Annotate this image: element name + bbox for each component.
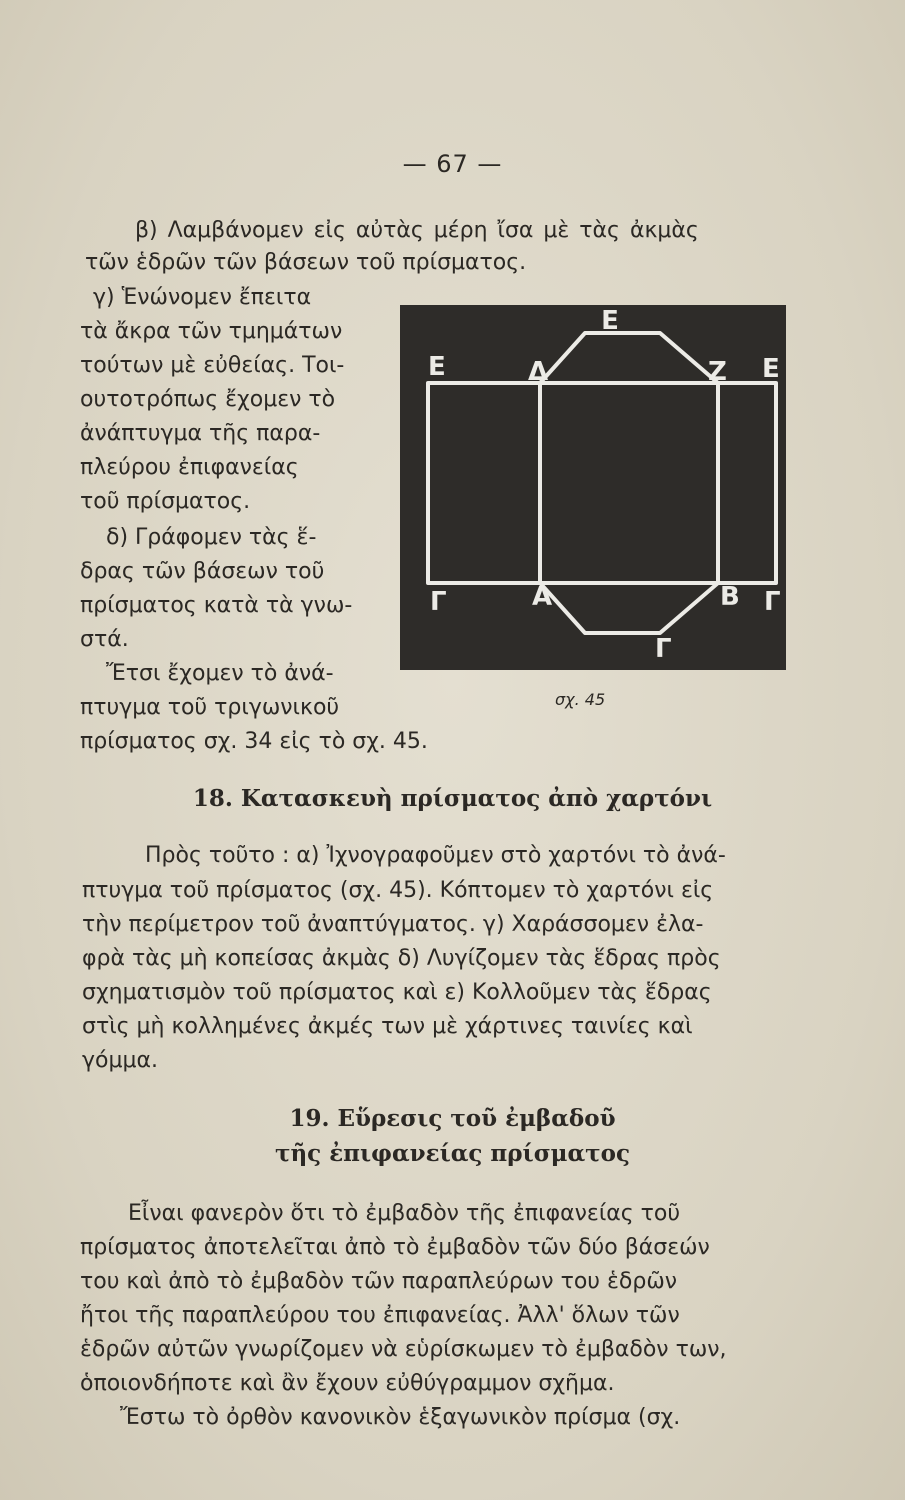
label-right-g: Γ bbox=[764, 587, 781, 617]
text-line: στά. bbox=[80, 627, 129, 652]
page-number: — 67 — bbox=[402, 150, 503, 178]
label-left-e: Ε bbox=[428, 352, 446, 382]
label-right-e: Ε bbox=[762, 354, 780, 384]
text-line: σχηματισμὸν τοῦ πρίσματος καὶ ε) Κολλοῦμεν τὰς ἕδρας bbox=[82, 980, 712, 1005]
text-line: β) Λαμβάνομεν εἰς αὐτὰς μέρη ἴσα μὲ τὰς ἀκμὰς bbox=[135, 218, 699, 243]
text-line: ἤτοι τῆς παραπλεύρου του ἐπιφανείας. Ἀλλ' ὅλων τῶν bbox=[80, 1303, 680, 1328]
text-line: γόμμα. bbox=[82, 1048, 158, 1073]
section-19-subtitle: τῆς ἐπιφανείας πρίσματος bbox=[274, 1140, 631, 1167]
label-bottom-a: Α bbox=[532, 582, 553, 612]
text-line: ουτοτρόπως ἔχομεν τὸ bbox=[80, 387, 336, 412]
text-line: ἑδρῶν αὐτῶν γνωρίζομεν νὰ εὑρίσκωμεν τὸ ἐμβαδὸν των, bbox=[80, 1337, 727, 1362]
text-line: τὴν περίμετρον τοῦ ἀναπτύγματος. γ) Χαράσσομεν ἐλα- bbox=[82, 912, 704, 937]
section-18-title: 18. Κατασκευὴ πρίσματος ἀπὸ χαρτόνι bbox=[192, 785, 713, 812]
text-line: πρίσματος σχ. 34 εἰς τὸ σχ. 45. bbox=[80, 729, 428, 754]
text-line: ὁποιονδήποτε καὶ ἂν ἔχουν εὐθύγραμμον σχῆμα. bbox=[80, 1371, 615, 1396]
text-line: τὰ ἄκρα τῶν τμημάτων bbox=[80, 319, 343, 344]
net-outline bbox=[428, 383, 776, 583]
text-line: Εἶναι φανερὸν ὅτι τὸ ἐμβαδὸν τῆς ἐπιφανείας τοῦ bbox=[128, 1201, 681, 1226]
text-line: τούτων μὲ εὐθείας. Τοι- bbox=[80, 353, 345, 378]
text-line: τοῦ πρίσματος. bbox=[80, 489, 251, 514]
text-line: πλεύρου ἐπιφανείας bbox=[80, 455, 299, 480]
text-line: δρας τῶν βάσεων τοῦ bbox=[80, 559, 325, 584]
text-line: Ἔστω τὸ ὀρθὸν κανονικὸν ἑξαγωνικὸν πρίσμα (σχ. bbox=[120, 1405, 681, 1430]
text-line: πρίσματος ἀποτελεῖται ἀπὸ τὸ ἐμβαδὸν τῶν δύο βάσεών bbox=[80, 1235, 710, 1260]
text-line: Ἔτσι ἔχομεν τὸ ἀνά- bbox=[106, 661, 334, 686]
text-line: πτυγμα τοῦ τριγωνικοῦ bbox=[80, 695, 340, 720]
prism-net-figure bbox=[400, 305, 786, 670]
label-top-delta: Δ bbox=[528, 357, 549, 387]
bottom-base-face bbox=[540, 583, 718, 633]
label-left-g: Γ bbox=[430, 587, 447, 617]
text-line: δ) Γράφομεν τὰς ἕ- bbox=[106, 525, 317, 550]
text-line: γ) Ἑνώνομεν ἔπειτα bbox=[93, 285, 312, 310]
label-bottom-b: Β bbox=[720, 582, 740, 612]
label-bottom-g: Γ bbox=[655, 634, 672, 664]
text-line: τῶν ἑδρῶν τῶν βάσεων τοῦ πρίσματος. bbox=[85, 250, 527, 275]
top-base-face bbox=[540, 333, 718, 383]
label-top-e: Ε bbox=[601, 306, 619, 336]
text-line: Πρὸς τοῦτο : α) Ἰχνογραφοῦμεν στὸ χαρτόνι τὸ ἀνά- bbox=[145, 843, 726, 868]
text-line: φρὰ τὰς μὴ κοπείσας ἀκμὰς δ) Λυγίζομεν τὰς ἕδρας πρὸς bbox=[82, 946, 721, 971]
text-line: πτυγμα τοῦ πρίσματος (σχ. 45). Κόπτομεν τὸ χαρτόνι εἰς bbox=[82, 878, 714, 903]
text-line: ἀνάπτυγμα τῆς παρα- bbox=[80, 421, 321, 446]
text-line: του καὶ ἀπὸ τὸ ἐμβαδὸν τῶν παραπλεύρων του ἑδρῶν bbox=[80, 1269, 678, 1294]
text-line: πρίσματος κατὰ τὰ γνω- bbox=[80, 593, 353, 618]
label-top-z: Ζ bbox=[708, 357, 727, 387]
figure-caption: σχ. 45 bbox=[555, 690, 606, 709]
text-line: στὶς μὴ κολλημένες ἀκμές των μὲ χάρτινες ταινίες καὶ bbox=[82, 1014, 693, 1039]
section-19-title: 19. Εὕρεσις τοῦ ἐμβαδοῦ bbox=[289, 1105, 616, 1132]
